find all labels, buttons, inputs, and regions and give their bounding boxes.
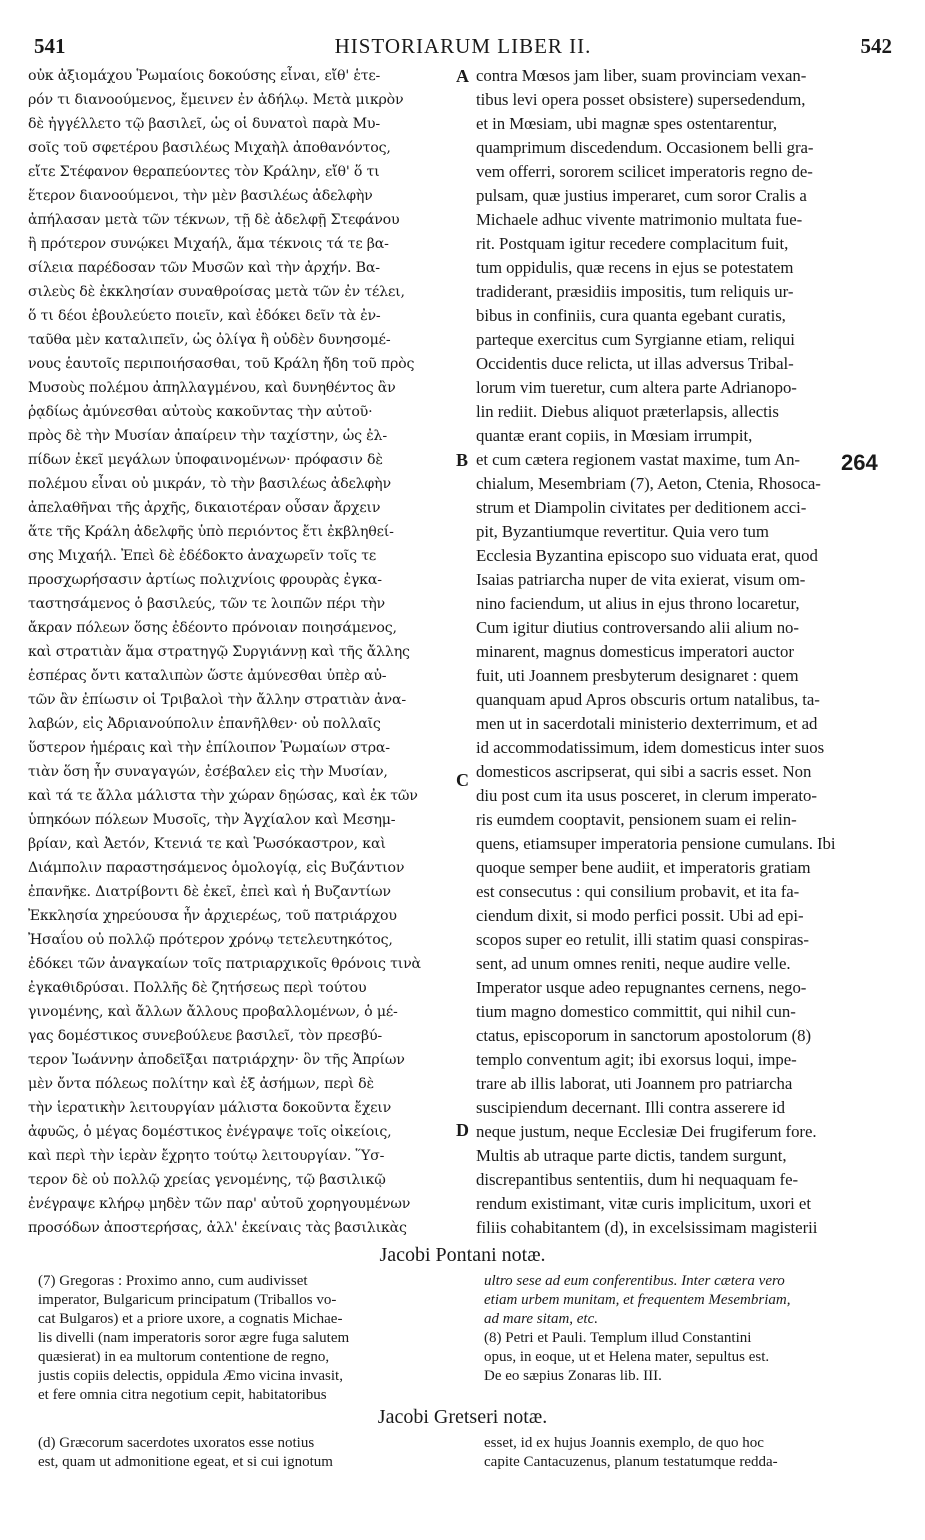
note-line: etiam urbem munitam, et frequentem Mesembriam, <box>484 1292 791 1308</box>
latin-text-line: trare ab illis laborat, uti Joannem pro patriarcha <box>476 1074 793 1093</box>
gretser-notes-left <box>38 1434 458 1472</box>
note-line: (d) Græcorum sacerdotes uxoratos esse notius <box>38 1435 315 1451</box>
greek-text-line: πρὸς δὲ τὴν Μυσίαν ἀπαίρειν τὴν ταχίστην, ὡς ἐλ- <box>28 428 387 444</box>
greek-text-line: ῥᾳδίως ἀμύνεσθαι αὐτοὺς κακοῦντας τὴν αὐτοῦ· <box>28 404 373 420</box>
greek-text-line: πίδων ἐκεῖ μεγάλων ὑποφαινομένων· πρόφασιν δὲ <box>28 452 383 468</box>
note-line: est, quam ut admonitione egeat, et si cui ignotum <box>38 1454 333 1470</box>
greek-text-line: γας δομέστικος συνεβούλευε βασιλεῖ, τὸν πρεσβύ- <box>28 1028 383 1044</box>
greek-text-line: ὕστερον ἡμέραις καὶ τὴν ἐπίλοιπον Ῥωμαίων στρα- <box>28 740 390 756</box>
latin-text-line: Isaias patriarcha nuper de vita exierat, visum om- <box>476 570 806 589</box>
right-page-number: 542 <box>860 34 892 58</box>
greek-text-line: τὴν ἱερατικὴν λειτουργίαν μάλιστα δοκοῦντα ἔχειν <box>28 1100 392 1116</box>
latin-text-line: domesticos ascripserat, qui sibi a sacris esset. Non <box>476 762 812 781</box>
greek-text-line: ἐδόκει τῶν ἀναγκαίων τοῖς πατριαρχικοῖς θρόνοις τινὰ <box>28 956 421 972</box>
latin-text-line: Cum igitur diutius controversando alii alium no- <box>476 618 799 637</box>
latin-text-line: scopos super eo retulit, illi statim quasi conspiras- <box>476 930 809 949</box>
latin-text-line: contra Mœsos jam liber, suam provinciam vexan- <box>476 66 807 85</box>
latin-text-line: quanquam apud Apros obscuris ortum natalibus, ta- <box>476 690 820 709</box>
latin-text-line: tium magno domestico committit, qui nihil cun- <box>476 1002 796 1021</box>
margin-letter-a: A <box>456 66 469 86</box>
left-page-number: 541 <box>34 34 66 58</box>
greek-text-line: ἀπήλασαν μετὰ τῶν τέκνων, τῇ δὲ ἀδελφῇ Στεφάνου <box>28 212 400 228</box>
greek-text-line: ἕτερον διανοούμενοι, τὴν μὲν βασιλέως ἀδελφὴν <box>28 188 373 204</box>
latin-text-line: filiis cohabitantem (d), in excelsissimam magisterii <box>476 1218 818 1237</box>
greek-text-line: ἀφυῶς, ὁ μέγας δομέστικος ἐνέγραψε τοῖς οἰκείοις, <box>28 1124 392 1140</box>
latin-text-line: Michaele adhuc vivente matrimonio multata fue- <box>476 210 803 229</box>
greek-text-line: τερον δὲ οὐ πολλῷ χρείας γενομένης, τῷ βασιλικῷ <box>28 1172 386 1188</box>
greek-text-line: ὑπηκόων πόλεων Μυσοῖς, τὴν Ἀγχίαλον καὶ Μεσημ- <box>28 812 396 828</box>
latin-text-line: minarent, magnus domesticus imperatori auctor <box>476 642 794 661</box>
running-head <box>34 34 892 60</box>
latin-text-line: diu post cum ita usus posceret, in clerum imperato- <box>476 786 817 805</box>
greek-text-line: τερον Ἰωάννην ἀποδεῖξαι πατριάρχην· ὃν τῆς Ἀπρίων <box>28 1052 405 1068</box>
note-line: opus, in eoque, ut et Helena mater, sepultus est. <box>484 1349 770 1365</box>
latin-text-line: nino faciendum, ut alius in ejus throno locaretur, <box>476 594 800 613</box>
latin-text-line: id accommodatissimum, idem domesticus inter suos <box>476 738 825 757</box>
greek-text-line: τιὰν ὅση ἦν συναγαγών, ἐσέβαλεν εἰς τὴν Μυσίαν, <box>28 764 388 780</box>
margin-letter-d: D <box>456 1120 469 1140</box>
greek-text-line: προσχωρήσασιν ἀρτίως πολιχνίοις φρουρὰς ἐγκα- <box>28 572 382 588</box>
greek-text-line: Διάμπολιν παραστησάμενος ὁμολογίᾳ, εἰς Βυζάντιον <box>28 860 405 876</box>
greek-text-line: ὅ τι δέοι ἐβουλεύετο ποιεῖν, καὶ ἐδόκει δεῖν τὰ ἐν- <box>28 308 381 324</box>
greek-text-line: εἴτε Στέφανον θεραπεύοντες τὸν Κράλην, εἴθ' ὅ τι <box>28 164 380 180</box>
greek-text-line: λαβών, εἰς Ἀδριανούπολιν ἐπανῆλθεν· οὐ πολλαῖς <box>28 716 381 732</box>
pontanus-notes-left <box>38 1272 458 1405</box>
greek-text-line: Ἐκκλησία χηρεύουσα ἦν ἀρχιερέως, τοῦ πατριάρχου <box>28 908 397 924</box>
greek-text-line: νους ἑαυτοῖς περιποιήσασθαι, τοῦ Κράλη ἤδη τοῦ πρὸς <box>28 356 415 372</box>
latin-text-line: et cum cætera regionem vastat maxime, tum An- <box>476 450 800 469</box>
latin-text-line: men ut in sacerdotali ministerio dexterrimum, et ad <box>476 714 818 733</box>
greek-text-line: ἢ πρότερον συνῴκει Μιχαήλ, ἅμα τέκνοις τά τε βα- <box>28 236 389 252</box>
greek-text-line: βρίαν, καὶ Ἀετόν, Κτενιά τε καὶ Ῥωσόκαστρον, καὶ <box>28 836 386 852</box>
note-line: ultro sese ad eum conferentibus. Inter cætera vero <box>484 1273 785 1289</box>
pontanus-notes-right <box>484 1272 898 1386</box>
greek-text-line: ταῦθα μὲν καταλιπεῖν, ὡς ὀλίγα ἢ οὐδὲν δυνησομέ- <box>28 332 391 348</box>
latin-text-line: templo conventum agit; ibi exorsus loqui, impe- <box>476 1050 797 1069</box>
note-line: cat Bulgaros) et a priore uxore, a cognatis Michae- <box>38 1311 343 1327</box>
greek-text-line: ρόν τι διανοούμενος, ἔμεινεν ἐν ἀδήλῳ. Μετὰ μικρὸν <box>28 92 404 108</box>
note-line: esset, id ex hujus Joannis exemplo, de quo hoc <box>484 1435 764 1451</box>
latin-text-line: pulsam, quæ justius imperaret, cum soror Cralis a <box>476 186 807 205</box>
gretser-notes-heading: Jacobi Gretseri notæ. <box>377 1406 548 1428</box>
latin-text-line: fuit, uti Joannem presbyterum designaret : quem <box>476 666 799 685</box>
greek-text-line: καὶ στρατιὰν ἅμα στρατηγῷ Συργιάννῃ καὶ τῆς ἄλλης <box>28 644 410 660</box>
latin-text-line: lorum vim tueretur, cum altera parte Adrianopo- <box>476 378 797 397</box>
latin-text-line: quoque semper bene audiit, et imperatoris gratiam <box>476 858 811 877</box>
gretser-notes-right <box>484 1434 898 1472</box>
latin-text-line: Ecclesia Byzantina episcopo suo viduata erat, quod <box>476 546 818 565</box>
latin-text-line: sent, ad unum omnes reniti, neque audire velle. <box>476 954 791 973</box>
latin-text-line: quantæ erant copiis, in Mœsiam irrumpit, <box>476 426 753 445</box>
latin-text-line: et in Mœsiam, ubi magnæ spes ostentarentur, <box>476 114 778 133</box>
latin-text-line: ciendum dixit, si modo perfici possit. Ubi ad epi- <box>476 906 804 925</box>
greek-text-line: τῶν ἂν ἐπίωσιν οἱ Τριβαλοὶ τὴν ἄλλην στρατιὰν ἀνα- <box>28 692 406 708</box>
margin-letter-b: B <box>456 450 469 470</box>
running-title: HISTORIARUM LIBER II. <box>334 34 592 58</box>
latin-text-line: parteque exercitus cum Syrgianne etiam, reliqui <box>476 330 795 349</box>
latin-text-line: lin rediit. Diebus aliquot præterlapsis, allectis <box>476 402 779 421</box>
greek-text-line: Ἠσαΐου οὐ πολλῷ πρότερον χρόνῳ τετελευτηκότος, <box>28 932 393 948</box>
latin-text-column <box>476 64 896 1242</box>
greek-text-column <box>28 64 460 1242</box>
note-line: (8) Petri et Pauli. Templum illud Constantini <box>484 1330 752 1346</box>
edition-page-number: 264 <box>841 450 878 475</box>
note-line: capite Cantacuzenus, planum testatumque redda- <box>484 1454 778 1470</box>
latin-text-line: chialum, Mesembriam (7), Aeton, Ctenia, Rhosoca- <box>476 474 821 493</box>
latin-text-line: pit, Byzantiumque revertitur. Quia vero tum <box>476 522 769 541</box>
latin-text-line: est consecutus : qui consilium probavit, et ita fa- <box>476 882 800 901</box>
note-line: lis divelli (nam imperatoris soror ægre fuga salutem <box>38 1330 350 1346</box>
latin-text-line: discrepantibus sententiis, dum hi nequaquam fe- <box>476 1170 799 1189</box>
pontanus-notes-heading: Jacobi Pontani notæ. <box>379 1244 546 1266</box>
note-line: ad mare sitam, etc. <box>484 1311 599 1327</box>
greek-text-line: δὲ ἠγγέλλετο τῷ βασιλεῖ, ὡς οἱ δυνατοὶ παρὰ Μυ- <box>28 116 380 132</box>
note-line: et fere omnia citra negotium cepit, habitatoribus <box>38 1387 327 1403</box>
greek-text-line: Μυσοὺς πολέμου ἀπηλλαγμένου, καὶ δυνηθέντος ἂν <box>28 380 396 396</box>
latin-text-line: quens, etiamsuper imperatoria pensione cumulans. Ibi <box>476 834 836 853</box>
greek-text-line: ἐγκαθιδρύσαι. Πολλῆς δὲ ζητήσεως περὶ τούτου <box>28 980 367 996</box>
latin-text-line: tibus levi opera posset obsistere) supersedendum, <box>476 90 806 109</box>
greek-text-line: ἐπανῆκε. Διατρίβοντι δὲ ἐκεῖ, ἐπεὶ καὶ ἡ Βυζαντίων <box>28 884 391 900</box>
note-line: quæsierat) in ea multorum contentione de regno, <box>38 1349 330 1365</box>
latin-text-line: neque justum, neque Ecclesiæ Dei frugiferum fore. <box>476 1122 817 1141</box>
greek-text-line: ἐνέγραψε κλήρῳ μηδὲν τῶν παρ' αὐτοῦ χορηγουμένων <box>28 1196 411 1212</box>
note-line: justis copiis delectis, oppidula Æmo vicina invasit, <box>38 1368 343 1384</box>
latin-text-line: tum oppidulis, quæ recens in ejus se potestatem <box>476 258 794 277</box>
latin-text-line: bibus in confiniis, cura quanta egebant curatis, <box>476 306 786 325</box>
greek-text-line: ἄκραν πόλεων ὅσης ἐδέοντο πρόνοιαν ποιησάμενος, <box>28 620 397 636</box>
latin-text-line: Occidentis duce relicta, ut illas adversus Tribal- <box>476 354 794 373</box>
greek-text-line: σιλεὺς δὲ ἐκκλησίαν συναθροίσας μετὰ τῶν ἐν τέλει, <box>28 284 405 300</box>
latin-text-line: strum et Diampolin civitates per deditionem acci- <box>476 498 807 517</box>
greek-text-line: ταστησάμενος ὁ βασιλεύς, τῶν τε λοιπῶν πέρι τὴν <box>28 596 385 612</box>
latin-text-line: quamprimum discedendum. Occasionem belli gra- <box>476 138 814 157</box>
greek-text-line: μὲν ὄντα πόλεως πολίτην καὶ ἐξ ἀσήμων, περὶ δὲ <box>28 1076 374 1092</box>
greek-text-line: καὶ τά τε ἄλλα μάλιστα τὴν χώραν δῃώσας, καὶ ἐκ τῶν <box>28 788 418 804</box>
latin-text-line: Imperator usque adeo repugnantes cernens, nego- <box>476 978 807 997</box>
greek-text-line: σοῖς τοῦ σφετέρου βασιλέως Μιχαὴλ ἀποθανόντος, <box>28 140 391 156</box>
latin-text-line: rendum existimant, vitæ curis implicitum, uxori et <box>476 1194 811 1213</box>
latin-text-line: ris eumdem cooptavit, pensionem suam ei relin- <box>476 810 797 829</box>
greek-text-line: καὶ περὶ τὴν ἱερὰν ἔχρητο τούτῳ λειτουργίαν. Ὕσ- <box>28 1148 385 1164</box>
greek-text-line: πολέμου εἶναι οὐ μικράν, τὸ τὴν βασιλέως ἀδελφὴν <box>28 476 391 492</box>
note-line: De eo sæpius Zonaras lib. III. <box>484 1368 662 1384</box>
greek-text-line: ἑσπέρας ὄντι καταλιπὼν ὥστε ἀμύνεσθαι ὑπὲρ αὐ- <box>28 668 387 684</box>
greek-text-line: σης Μιχαήλ. Ἐπεὶ δὲ ἐδέδοκτο ἀναχωρεῖν τοῖς τε <box>28 548 377 564</box>
greek-text-line: ἀπελαθῆναι τῆς ἀρχῆς, δικαιοτέραν οὖσαν ἄρχειν <box>28 500 381 516</box>
margin-letter-c: C <box>456 770 469 790</box>
note-line: imperator, Bulgaricum principatum (Triballos vo- <box>38 1292 337 1308</box>
latin-text-line: suscipiendum decernant. Illi contra asserere id <box>476 1098 785 1117</box>
greek-text-line: προσόδων ἀποστερήσας, ἀλλ' ἐκείναις τὰς βασιλικὰς <box>28 1220 407 1236</box>
latin-text-line: Multis ab utraque parte dictis, tandem surgunt, <box>476 1146 787 1165</box>
greek-text-line: σίλεια παρέδοσαν τῶν Μυσῶν καὶ τὴν ἀρχήν. Βα- <box>28 260 380 276</box>
latin-text-line: rit. Postquam igitur recedere complacitum fuit, <box>476 234 789 253</box>
latin-text-line: vem offerri, sororem scilicet imperatoris regno de- <box>476 162 813 181</box>
greek-text-line: ἅτε τῆς Κράλη ἀδελφῆς ὑπὸ περιόντος ἔτι ἐκβληθεί- <box>28 524 394 540</box>
note-line: (7) Gregoras : Proximo anno, cum audivisset <box>38 1273 308 1289</box>
latin-text-line: ctatus, episcoporum in sanctorum apostolorum (8) <box>476 1026 812 1045</box>
greek-text-line: γινομένης, καὶ ἄλλων ἄλλους προβαλλομένων, ὁ μέ- <box>28 1004 398 1020</box>
greek-text-line: οὐκ ἀξιομάχου Ῥωμαίοις δοκούσης εἶναι, εἴθ' ἑτε- <box>28 68 381 84</box>
latin-text-line: tradiderant, præsidiis impositis, tum reliquis ur- <box>476 282 794 301</box>
